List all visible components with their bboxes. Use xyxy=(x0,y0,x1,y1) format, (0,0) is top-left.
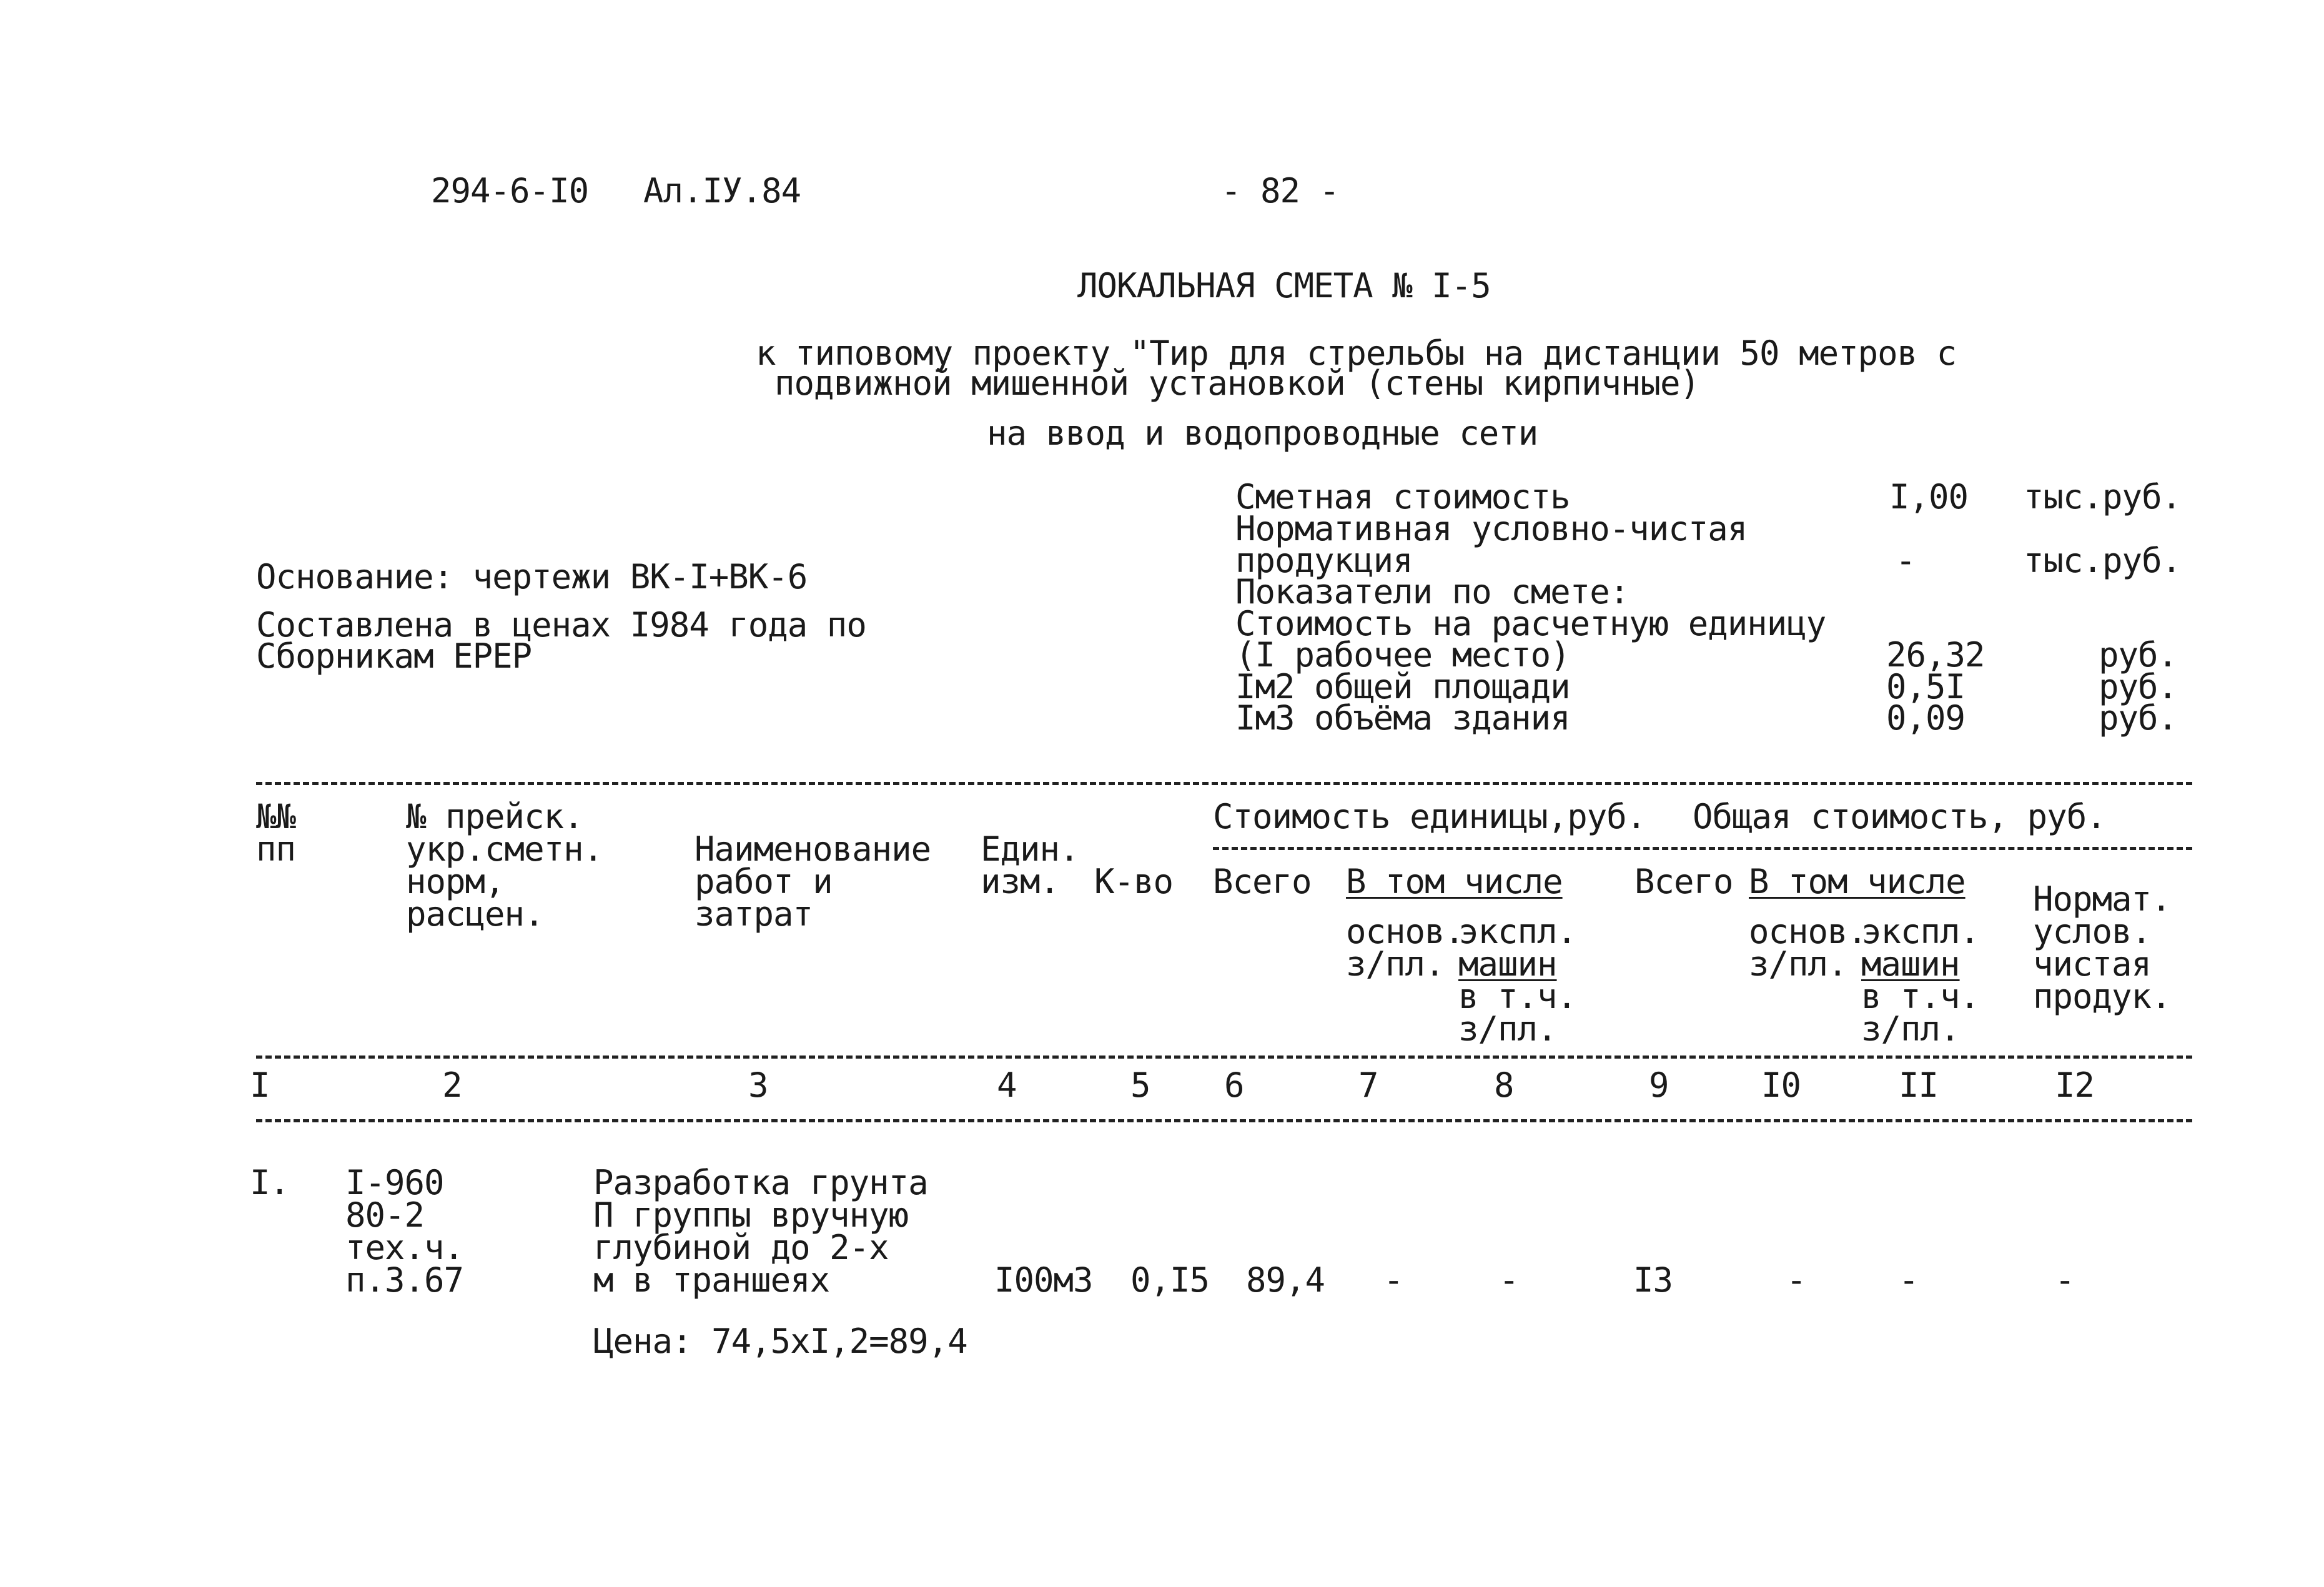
album-code: Ал.IУ.84 xyxy=(643,171,801,210)
estimated-cost-unit: тыс.руб. xyxy=(2024,477,2182,517)
header-bottom-rule xyxy=(256,1056,2192,1059)
header-unit-base-2: з/пл. xyxy=(1346,944,1445,984)
header-num-2: пп xyxy=(256,829,296,869)
doc-code: 294-6-I0 xyxy=(431,171,589,210)
row-name-4: м в траншеях xyxy=(593,1260,830,1300)
header-unit-1: Един. xyxy=(981,829,1079,869)
page-number: - 82 - xyxy=(1221,171,1340,210)
header-name-2: работ и xyxy=(695,862,833,901)
normative-label-2: продукция xyxy=(1235,541,1413,580)
header-name-3: затрат xyxy=(695,894,813,934)
header-unit-cost-group: Стоимость единицы,руб. xyxy=(1213,797,1646,836)
header-total-total: Всего xyxy=(1634,862,1733,901)
area-value: 0,5I xyxy=(1886,667,1966,706)
header-unit-mach-3: в т.ч. xyxy=(1458,977,1577,1016)
normative-label-1: Нормативная условно-чистая xyxy=(1235,509,1748,548)
header-unit-mach-4: з/пл. xyxy=(1458,1009,1557,1049)
column-number-12: I2 xyxy=(2055,1065,2095,1105)
header-normative-4: продук. xyxy=(2033,977,2171,1016)
indicators-label: Показатели по смете: xyxy=(1235,572,1629,611)
header-unit-mach-2: машин xyxy=(1458,944,1557,984)
row-code-3: тех.ч. xyxy=(345,1228,464,1267)
normative-unit: тыс.руб. xyxy=(2024,541,2182,580)
header-total-mach-1: экспл. xyxy=(1861,912,1980,951)
row-total-machine: - xyxy=(1899,1260,1919,1300)
table-top-rule xyxy=(256,782,2192,785)
header-code-3: норм, xyxy=(406,862,505,901)
header-total-cost-group: Общая стоимость, руб. xyxy=(1693,797,2106,836)
column-number-4: 4 xyxy=(997,1065,1017,1105)
volume-label: Iм3 объёма здания xyxy=(1235,698,1570,738)
estimated-cost-value: I,00 xyxy=(1889,477,1969,517)
header-unit-incl: В том числе xyxy=(1346,862,1563,901)
workplace-label: (I рабочее место) xyxy=(1235,635,1570,675)
area-unit: руб. xyxy=(2099,667,2178,706)
header-normative-1: Нормат. xyxy=(2033,879,2171,919)
basis-drawings: Основание: чертежи ВК-I+ВК-6 xyxy=(256,557,808,596)
workplace-unit: руб. xyxy=(2099,635,2178,675)
header-unit-mach-1: экспл. xyxy=(1458,912,1577,951)
scope-title: на ввод и водопроводные сети xyxy=(987,413,1538,453)
column-number-2: 2 xyxy=(442,1065,462,1105)
row-unit-machine: - xyxy=(1499,1260,1519,1300)
column-numbers-rule xyxy=(256,1119,2192,1122)
row-qty: 0,I5 xyxy=(1130,1260,1210,1300)
header-num-1: №№ xyxy=(256,797,296,836)
header-unit-2: изм. xyxy=(981,862,1060,901)
row-normative: - xyxy=(2055,1260,2075,1300)
header-total-incl: В том числе xyxy=(1749,862,1966,901)
row-total-base-wage: - xyxy=(1786,1260,1806,1300)
header-unit-total: Всего xyxy=(1213,862,1312,901)
unit-cost-label: Стоимость на расчетную единицу xyxy=(1235,604,1826,643)
column-number-8: 8 xyxy=(1494,1065,1514,1105)
header-unit-base-1: основ. xyxy=(1346,912,1465,951)
header-total-mach-3: в т.ч. xyxy=(1861,977,1980,1016)
row-unit-base-wage: - xyxy=(1383,1260,1403,1300)
header-normative-3: чистая xyxy=(2033,944,2152,984)
row-code-4: п.3.67 xyxy=(345,1260,464,1300)
basis-collections: Сборникам ЕРЕР xyxy=(256,636,532,676)
header-code-2: укр.сметн. xyxy=(406,829,603,869)
project-title-line2: подвижной мишенной установкой (стены кирпичные) xyxy=(774,363,1700,403)
header-name-1: Наименование xyxy=(695,829,931,869)
header-total-base-2: з/пл. xyxy=(1749,944,1847,984)
column-number-11: II xyxy=(1899,1065,1939,1105)
row-total: I3 xyxy=(1633,1260,1673,1300)
basis-prices: Составлена в ценах I984 года по xyxy=(256,605,866,645)
project-title-line1: к типовому проекту "Тир для стрельбы на дистанции 50 метров с xyxy=(756,334,1957,373)
estimated-cost-label: Сметная стоимость xyxy=(1235,477,1570,517)
volume-unit: руб. xyxy=(2099,698,2178,738)
column-number-5: 5 xyxy=(1130,1065,1150,1105)
column-number-9: 9 xyxy=(1649,1065,1669,1105)
row-name-2: П группы вручную xyxy=(593,1195,909,1235)
column-number-3: 3 xyxy=(748,1065,768,1105)
header-code-4: расцен. xyxy=(406,894,544,934)
header-total-mach-4: з/пл. xyxy=(1861,1009,1960,1049)
area-label: Iм2 общей площади xyxy=(1235,667,1570,706)
header-code-1: № прейск. xyxy=(406,797,583,836)
header-total-mach-2: машин xyxy=(1861,944,1960,984)
row-unit: I00м3 xyxy=(994,1260,1093,1300)
column-number-6: 6 xyxy=(1224,1065,1244,1105)
column-number-10: I0 xyxy=(1761,1065,1801,1105)
row-number: I. xyxy=(250,1163,290,1202)
volume-value: 0,09 xyxy=(1886,698,1966,738)
column-number-1: I xyxy=(250,1065,270,1105)
group-header-rule xyxy=(1213,847,2192,850)
normative-value: - xyxy=(1896,541,1916,580)
row-price-note: Цена: 74,5xI,2=89,4 xyxy=(593,1322,967,1361)
row-code-1: I-960 xyxy=(345,1163,444,1202)
workplace-value: 26,32 xyxy=(1886,635,1985,675)
header-qty: К-во xyxy=(1094,862,1174,901)
row-code-2: 80-2 xyxy=(345,1195,425,1235)
row-unit-total: 89,4 xyxy=(1246,1260,1325,1300)
header-total-base-1: основ. xyxy=(1749,912,1867,951)
row-name-1: Разработка грунта xyxy=(593,1163,928,1202)
estimate-title: ЛОКАЛЬНАЯ СМЕТА № I-5 xyxy=(1077,266,1491,305)
row-name-3: глубиной до 2-х xyxy=(593,1228,889,1267)
column-number-7: 7 xyxy=(1358,1065,1378,1105)
header-normative-2: услов. xyxy=(2033,912,2152,951)
